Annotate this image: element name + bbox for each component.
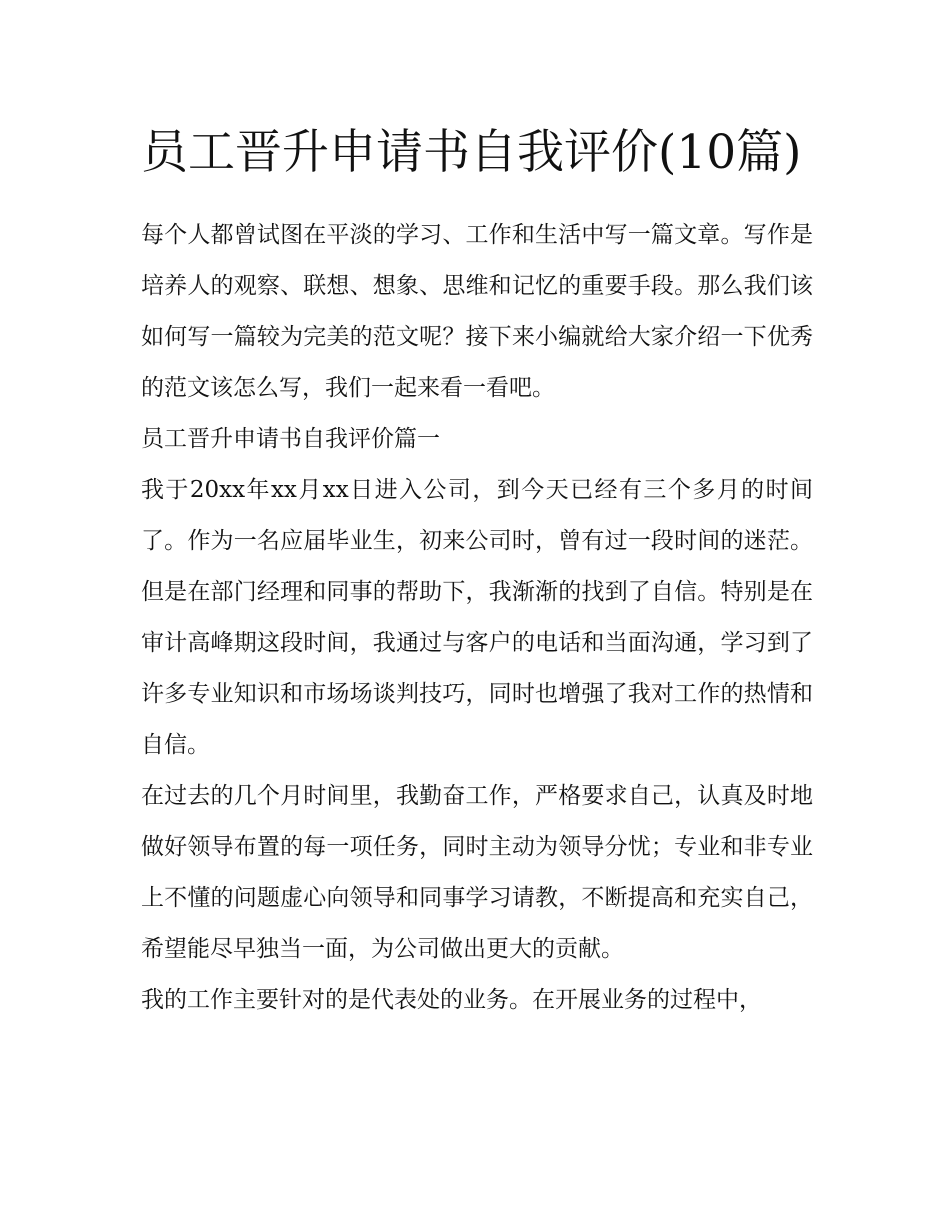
document-page [141,114,813,1026]
body-paragraph: 在过去的几个月时间里，我勤奋工作，严格要求自己，认真及时地做好领导布置的每一项任务，同时主动为领导分忧；专业和非专业上不懂的问题虚心向领导和同事学习请教，不断提高和充实自己，希望能尽早独当一面，为公司做出更大的贡献。 [141,783,813,962]
body-paragraph: 我于20xx年xx月xx日进入公司，到今天已经有三个多月的时间了。作为一名应届毕业生，初来公司时，曾有过一段时间的迷茫。但是在部门经理和同事的帮助下，我渐渐的找到了自信。特别是在审计高峰期这段时间，我通过与客户的电话和当面沟通，学习到了许多专业知识和市场场谈判技巧，同时也增强了我对工作的热情和自信。 [141,477,813,758]
body-paragraph: 我的工作主要针对的是代表处的业务。在开展业务的过程中， [141,987,762,1013]
intro-paragraph: 每个人都曾试图在平淡的学习、工作和生活中写一篇文章。写作是培养人的观察、联想、想象、思维和记忆的重要手段。那么我们该如何写一篇较为完美的范文呢？接下来小编就给大家介绍一下优秀的范文该怎么写，我们一起来看一看吧。 [141,222,813,401]
document-body [141,210,813,1026]
section-heading: 员工晋升申请书自我评价篇一 [141,426,440,452]
document-title: 员工晋升申请书自我评价(10篇) [141,125,802,180]
